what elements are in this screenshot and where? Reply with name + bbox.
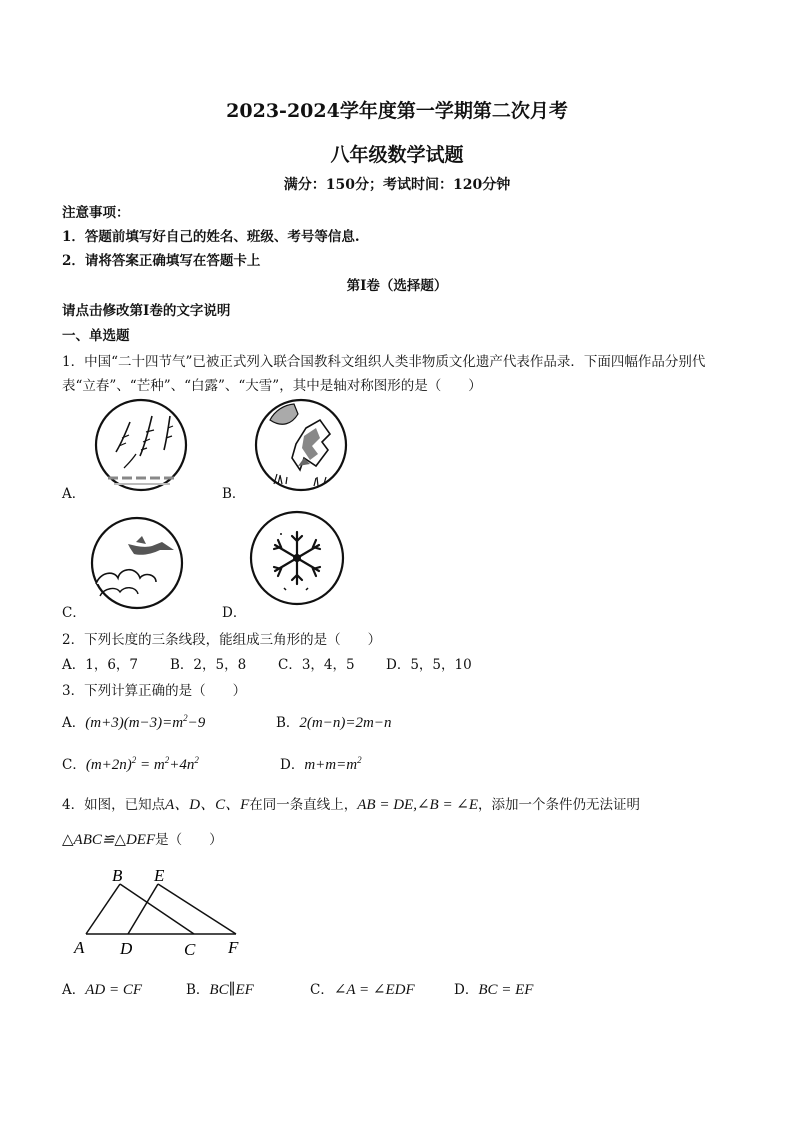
daxue-image: [250, 510, 346, 606]
q2-option-c[interactable]: C．3，4，5: [278, 657, 355, 673]
q4-stem-line2: △ABC≌△DEF是（ ）: [62, 832, 223, 848]
q1-stem-line2: 表“立春”、“芒种”、“白露”、“大雪”，其中是轴对称图形的是（ ）: [62, 378, 482, 394]
q4-option-b-label: B．: [186, 982, 210, 998]
bailu-image: [90, 516, 186, 612]
q4-congruence: △ABC≌△DEF: [62, 832, 156, 848]
q4-points: A、D、C、F: [165, 797, 250, 813]
q3-option-d[interactable]: [280, 753, 362, 774]
q4-option-d-label: D．: [454, 982, 479, 998]
edit-hint: 请点击修改第Ⅰ卷的文字说明: [62, 303, 231, 319]
q1-option-a[interactable]: A．: [62, 486, 86, 502]
q4-option-b[interactable]: [186, 978, 254, 999]
q4-stem-line1: 4．如图，已知点A、D、C、F在同一条直线上，AB = DE,∠B = ∠E，添加一个条件仍无法证明: [62, 797, 641, 813]
q3-option-b[interactable]: [276, 711, 391, 732]
q3-stem: 3．下列计算正确的是（ ）: [62, 683, 247, 699]
q2-option-a[interactable]: A．1，6，7: [62, 657, 139, 673]
q1-option-b[interactable]: B．: [222, 486, 246, 502]
q2-option-b[interactable]: B．2，5，8: [170, 657, 247, 673]
label-b: B: [112, 866, 123, 885]
q1-stem-line1: 1．中国“二十四节气”已被正式列入联合国教科文组织人类非物质文化遗产代表作品录．下面四幅作品分别代: [62, 354, 706, 370]
q4-option-a[interactable]: [62, 978, 142, 999]
q4-option-c-label: C．: [310, 982, 334, 998]
q4-condition: AB = DE,∠B = ∠E: [357, 797, 479, 813]
q4-option-d-expr: BC = EF: [478, 982, 534, 998]
score-time: 满分：150分；考试时间：120分钟: [283, 177, 511, 193]
q4-option-a-label: A．: [62, 982, 86, 998]
notes-item-2: 2．请将答案正确填写在答题卡上: [62, 253, 261, 269]
q2-option-d[interactable]: D．5，5，10: [386, 657, 472, 673]
q3-option-d-expr: $m+m=m^2$: [304, 755, 362, 773]
q3-option-c-expr: $(m+2n)^2 = m^2+4n^2$: [85, 755, 199, 773]
volume-heading: 第Ⅰ卷（选择题）: [346, 278, 448, 294]
notes-heading: 注意事项：: [62, 205, 130, 221]
label-a: A: [74, 938, 85, 957]
q3-option-b-expr: 2(m−n)=2m−n: [299, 715, 392, 731]
label-d: D: [120, 939, 133, 958]
q1-option-c[interactable]: C．: [62, 605, 86, 621]
q4-option-c[interactable]: [310, 978, 415, 999]
q4-option-d[interactable]: [454, 978, 533, 999]
label-c: C: [184, 940, 196, 959]
lichun-image: [94, 398, 190, 494]
q3-option-c-label: C．: [62, 757, 86, 773]
q4-option-b-expr: BC∥EF: [209, 982, 254, 998]
q4-option-c-expr: ∠A = ∠EDF: [333, 982, 415, 998]
triangle-figure: [70, 864, 250, 960]
q3-option-d-label: D．: [280, 757, 305, 773]
part-heading: 一、单选题: [62, 328, 130, 344]
notes-item-1: 1．答题前填写好自己的姓名、班级、考号等信息.: [62, 229, 360, 245]
q4-option-a-expr: AD = CF: [85, 982, 143, 998]
label-e: E: [154, 866, 165, 885]
q3-option-a[interactable]: [62, 711, 205, 732]
q2-stem: 2．下列长度的三条线段，能组成三角形的是（ ）: [62, 632, 382, 648]
exam-subtitle: 八年级数学试题: [330, 144, 464, 166]
mangzhong-image: [254, 398, 350, 494]
q3-option-a-expr: $(m+3)(m-3)=m^2-9$: [85, 713, 206, 731]
q3-option-b-label: B．: [276, 715, 300, 731]
q1-option-d[interactable]: D．: [222, 605, 247, 621]
label-f: F: [228, 938, 239, 957]
q3-option-a-label: A．: [62, 715, 86, 731]
q3-option-c[interactable]: [62, 753, 199, 774]
exam-title: 2023-2024学年度第一学期第二次月考: [226, 100, 568, 122]
